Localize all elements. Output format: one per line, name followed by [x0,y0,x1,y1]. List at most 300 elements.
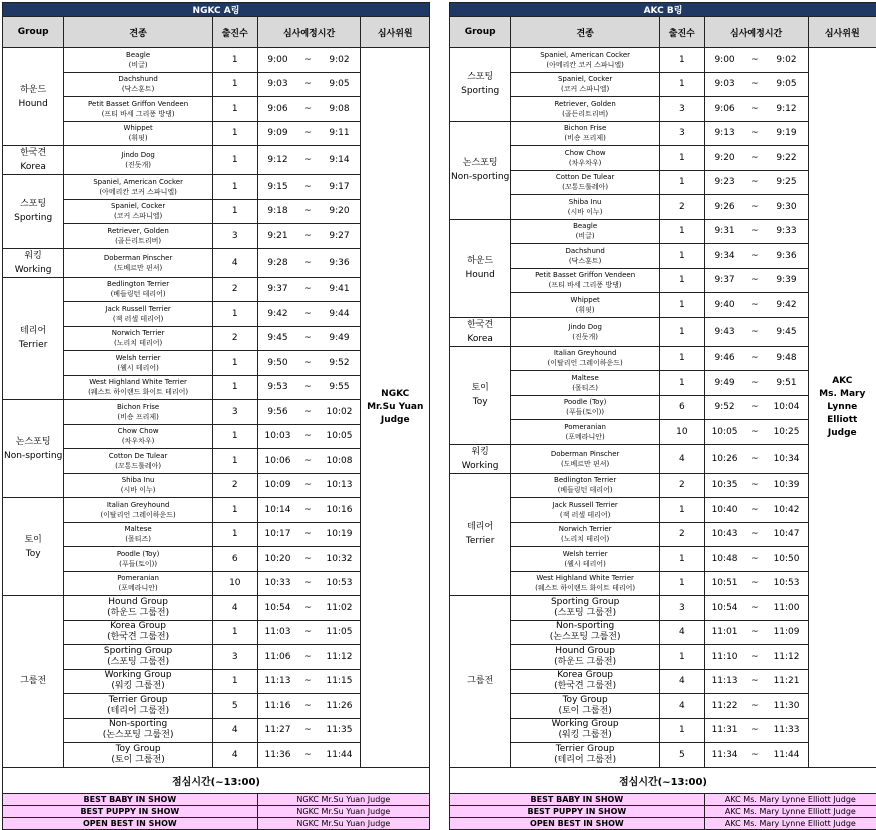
start-time: 9:00 [704,48,744,73]
breed-name-en: Petit Basset Griffon Vendeen [64,99,212,109]
breed-name-ko: (비글) [64,60,212,70]
breed-name-en: Chow Chow [511,148,659,158]
start-time: 9:40 [704,293,744,318]
breed-name-ko: (시바 이누) [511,207,659,217]
group-cell [450,48,511,122]
breed-cell [511,718,660,743]
breed-name-ko: (비글) [511,231,659,241]
breed-cell [64,522,213,547]
ring-title: AKC B링 [450,3,876,17]
group-cell [450,317,511,346]
breed-name-en: Terrier Group [64,695,212,706]
start-time: 9:42 [257,302,297,327]
header-time: 심사예정시간 [257,17,361,48]
breed-name-en: Toy Group [64,744,212,755]
breed-name-en: Jack Russell Terrier [511,500,659,510]
time-separator: ~ [744,72,765,97]
breed-name-ko: (하운드 그룹전) [64,608,212,619]
time-separator: ~ [744,268,765,293]
breed-name-en: Working Group [64,670,212,681]
breed-name-en: Working Group [511,719,659,730]
breed-cell [511,522,660,547]
breed-name-ko: (한국견 그룹전) [64,632,212,643]
end-time: 10:16 [319,498,361,523]
end-time: 11:12 [319,645,361,670]
end-time: 9:49 [319,326,361,351]
header-group: Group [450,17,511,48]
breed-name-en: Pomeranian [511,422,659,432]
breed-name-ko: (아메리칸 코커 스파니엘) [511,60,659,70]
breed-name-en: Welsh terrier [511,549,659,559]
breed-name-ko: (워킹 그룹전) [511,730,659,741]
time-separator: ~ [744,293,765,318]
breed-name-ko: (프티 바세 그리퐁 방댕) [64,109,212,119]
end-time: 9:02 [319,48,361,73]
breed-cell [511,346,660,371]
time-separator: ~ [297,571,318,596]
breed-name-en: Cotton De Tulear [64,451,212,461]
entry-count: 1 [659,371,704,396]
start-time: 9:13 [704,121,744,146]
time-separator: ~ [744,718,765,743]
breed-name-en: Poodle (Toy) [64,549,212,559]
breed-name-en: Cotton De Tulear [511,172,659,182]
breed-name-en: Non-sporting [511,621,659,632]
entry-count: 1 [212,72,257,97]
breed-name-en: Jindo Dog [64,150,212,160]
breed-name-ko: (시바 이누) [64,485,212,495]
start-time: 9:23 [704,170,744,195]
breed-name-en: West Highland White Terrier [511,573,659,583]
end-time: 9:11 [319,121,361,146]
start-time: 9:50 [257,351,297,376]
entry-count: 1 [659,718,704,743]
time-separator: ~ [297,351,318,376]
breed-cell [511,571,660,596]
entry-count: 2 [659,195,704,220]
end-time: 10:32 [319,547,361,572]
end-time: 11:09 [766,620,808,645]
header-count: 출진수 [659,17,704,48]
start-time: 10:43 [704,522,744,547]
time-separator: ~ [744,170,765,195]
entry-count: 3 [212,224,257,249]
best-judge: AKC Ms. Mary Lynne Elliott Judge [704,793,876,805]
best-in-show-row [450,793,876,805]
breed-cell [64,669,213,694]
best-in-show-row [3,817,430,829]
judge-line: AKC [809,375,876,388]
start-time: 9:21 [257,224,297,249]
time-separator: ~ [744,195,765,220]
start-time: 11:31 [704,718,744,743]
end-time: 9:25 [766,170,808,195]
start-time: 10:09 [257,473,297,498]
start-time: 9:49 [704,371,744,396]
breed-name-en: Toy Group [511,695,659,706]
group-name-en: Non-sporting [3,449,63,463]
breed-name-ko: (토이 그룹전) [511,706,659,717]
start-time: 9:20 [704,146,744,171]
breed-name-en: Sporting Group [511,597,659,608]
start-time: 9:37 [704,268,744,293]
end-time: 9:42 [766,293,808,318]
entry-count: 2 [659,522,704,547]
entry-count: 1 [659,547,704,572]
group-cell [450,121,511,219]
entry-count: 4 [212,248,257,277]
breed-name-ko: (웰시 테리어) [511,559,659,569]
start-time: 9:52 [704,395,744,420]
breed-cell [64,473,213,498]
group-name-ko: 한국견 [450,318,510,332]
breed-name-en: Bedlington Terrier [64,279,212,289]
start-time: 9:56 [257,400,297,425]
end-time: 10:50 [766,547,808,572]
breed-cell [511,420,660,445]
start-time: 10:20 [257,547,297,572]
group-name-ko: 그룹전 [450,674,510,688]
end-time: 10:02 [319,400,361,425]
breed-name-ko: (포메라니안) [511,432,659,442]
breed-name-en: Chow Chow [64,426,212,436]
breed-name-ko: (베들링턴 테리어) [511,485,659,495]
time-separator: ~ [297,547,318,572]
group-cell [3,400,64,498]
best-judge: NGKC Mr.Su Yuan Judge [257,805,429,817]
group-name-ko: 스포팅 [3,197,63,211]
end-time: 9:51 [766,371,808,396]
breed-name-ko: (토이 그룹전) [64,755,212,766]
time-separator: ~ [744,146,765,171]
entry-count: 4 [212,743,257,768]
start-time: 10:06 [257,449,297,474]
end-time: 9:33 [766,219,808,244]
table-row [450,48,876,73]
breed-name-ko: (몰티즈) [64,534,212,544]
end-time: 9:17 [319,175,361,200]
breed-cell [64,199,213,224]
entry-count: 1 [212,669,257,694]
time-separator: ~ [744,669,765,694]
time-separator: ~ [297,473,318,498]
entry-count: 1 [212,302,257,327]
judge-line: Judge [361,414,429,427]
breed-name-ko: (하운드 그룹전) [511,657,659,668]
group-cell [3,146,64,175]
breed-name-ko: (테리어 그룹전) [511,755,659,766]
start-time: 10:03 [257,424,297,449]
breed-name-ko: (베들링턴 테리어) [64,289,212,299]
breed-name-ko: (논스포팅 그룹전) [511,632,659,643]
breed-name-en: Dachshund [64,74,212,84]
end-time: 11:15 [319,669,361,694]
best-in-show-row [3,805,430,817]
start-time: 10:48 [704,547,744,572]
start-time: 10:51 [704,571,744,596]
entry-count: 1 [212,199,257,224]
entry-count: 2 [659,473,704,498]
start-time: 9:43 [704,317,744,346]
judge-line: Judge [809,427,876,440]
group-name-en: Terrier [450,534,510,548]
group-name-en: Korea [450,332,510,346]
breed-name-ko: (코커 스파니엘) [64,211,212,221]
entry-count: 1 [212,375,257,400]
breed-name-en: Beagle [64,50,212,60]
time-separator: ~ [744,395,765,420]
end-time: 11:12 [766,645,808,670]
entry-count: 6 [659,395,704,420]
start-time: 9:45 [257,326,297,351]
time-separator: ~ [297,277,318,302]
entry-count: 1 [212,449,257,474]
breed-cell [64,351,213,376]
entry-count: 3 [659,596,704,621]
time-separator: ~ [744,743,765,768]
end-time: 11:02 [319,596,361,621]
entry-count: 1 [659,244,704,269]
group-name-ko: 하운드 [3,83,63,97]
breed-cell [64,400,213,425]
end-time: 9:19 [766,121,808,146]
end-time: 10:08 [319,449,361,474]
time-separator: ~ [297,743,318,768]
end-time: 9:36 [319,248,361,277]
breed-name-en: Norwich Terrier [511,524,659,534]
group-name-ko: 토이 [450,381,510,395]
time-separator: ~ [744,244,765,269]
end-time: 11:44 [319,743,361,768]
group-name-en: Non-sporting [450,170,510,184]
end-time: 11:35 [319,718,361,743]
breed-name-en: Hound Group [511,646,659,657]
best-label: BEST BABY IN SHOW [3,793,258,805]
entry-count: 1 [659,268,704,293]
entry-count: 1 [212,522,257,547]
header-breed: 견종 [511,17,660,48]
breed-cell [511,694,660,719]
end-time: 10:42 [766,498,808,523]
end-time: 9:20 [319,199,361,224]
entry-count: 10 [212,571,257,596]
lunch-break: 점심시간(~13:00) [3,767,430,793]
group-name-ko: 논스포팅 [3,435,63,449]
breed-name-ko: (테리어 그룹전) [64,706,212,717]
time-separator: ~ [297,522,318,547]
time-separator: ~ [744,694,765,719]
breed-cell [64,146,213,175]
time-separator: ~ [744,317,765,346]
end-time: 9:39 [766,268,808,293]
breed-cell [64,224,213,249]
breed-cell [511,620,660,645]
breed-cell [64,718,213,743]
start-time: 11:27 [257,718,297,743]
breed-name-en: Doberman Pinscher [511,449,659,459]
header-time: 심사예정시간 [704,17,808,48]
start-time: 11:03 [257,620,297,645]
end-time: 11:00 [766,596,808,621]
group-cell [3,48,64,146]
breed-cell [64,498,213,523]
breed-name-ko: (스포팅 그룹전) [64,657,212,668]
breed-cell [511,547,660,572]
breed-name-ko: (워킹 그룹전) [64,681,212,692]
ring-a-schedule [2,2,430,830]
time-separator: ~ [744,420,765,445]
entry-count: 2 [212,326,257,351]
entry-count: 3 [212,400,257,425]
breed-cell [511,268,660,293]
time-separator: ~ [297,694,318,719]
entry-count: 4 [212,718,257,743]
group-cell [450,596,511,768]
breed-name-en: Bichon Frise [511,123,659,133]
time-separator: ~ [297,48,318,73]
breed-cell [64,449,213,474]
time-separator: ~ [297,645,318,670]
entry-count: 5 [212,694,257,719]
breed-cell [511,371,660,396]
breed-cell [511,72,660,97]
breed-name-en: Poodle (Toy) [511,397,659,407]
breed-cell [64,302,213,327]
breed-cell [511,97,660,122]
judge-line: NGKC [361,388,429,401]
entry-count: 3 [659,97,704,122]
end-time: 10:47 [766,522,808,547]
best-label: BEST BABY IN SHOW [450,793,705,805]
breed-name-en: Spaniel, Cocker [511,74,659,84]
breed-name-ko: (스포팅 그룹전) [511,608,659,619]
start-time: 9:26 [704,195,744,220]
end-time: 9:52 [319,351,361,376]
entry-count: 4 [659,694,704,719]
end-time: 9:55 [319,375,361,400]
breed-name-ko: (꼬통드툴레아) [64,461,212,471]
schedule-table [449,2,876,830]
judge-line: Ms. Mary Lynne [809,388,876,414]
best-in-show-row [3,793,430,805]
breed-cell [511,195,660,220]
time-separator: ~ [744,444,765,473]
breed-name-en: Hound Group [64,597,212,608]
end-time: 11:05 [319,620,361,645]
entry-count: 1 [659,170,704,195]
breed-cell [511,473,660,498]
breed-cell [511,146,660,171]
group-name-ko: 한국견 [3,146,63,160]
header-group: Group [3,17,64,48]
end-time: 11:21 [766,669,808,694]
start-time: 11:13 [704,669,744,694]
start-time: 9:06 [704,97,744,122]
start-time: 11:34 [704,743,744,768]
group-cell [450,219,511,317]
breed-cell [64,175,213,200]
breed-name-ko: (휘핏) [64,133,212,143]
end-time: 11:30 [766,694,808,719]
breed-name-ko: (웨스트 하이랜드 화이트 테리어) [511,583,659,593]
end-time: 11:26 [319,694,361,719]
start-time: 10:26 [704,444,744,473]
ring-b-schedule [449,2,876,830]
breed-cell [511,170,660,195]
breed-name-en: Spaniel, Cocker [64,201,212,211]
breed-name-en: Shiba Inu [511,197,659,207]
time-separator: ~ [744,219,765,244]
breed-cell [511,219,660,244]
breed-cell [511,48,660,73]
entry-count: 1 [659,219,704,244]
time-separator: ~ [744,498,765,523]
best-judge: NGKC Mr.Su Yuan Judge [257,793,429,805]
group-name-ko: 토이 [3,533,63,547]
time-separator: ~ [297,199,318,224]
breed-cell [511,395,660,420]
best-label: BEST PUPPY IN SHOW [450,805,705,817]
breed-name-en: Retriever, Golden [64,226,212,236]
end-time: 9:41 [319,277,361,302]
time-separator: ~ [744,571,765,596]
breed-name-ko: (몰티즈) [511,383,659,393]
entry-count: 3 [212,645,257,670]
breed-cell [511,317,660,346]
entry-count: 1 [212,351,257,376]
time-separator: ~ [744,645,765,670]
breed-cell [64,694,213,719]
breed-name-ko: (잭 러셀 테리어) [64,314,212,324]
end-time: 10:39 [766,473,808,498]
start-time: 11:22 [704,694,744,719]
breed-name-ko: (골든리트리버) [511,109,659,119]
breed-name-en: Sporting Group [64,646,212,657]
breed-name-ko: (웰시 테리어) [64,363,212,373]
breed-name-en: Bichon Frise [64,402,212,412]
end-time: 9:27 [319,224,361,249]
breed-name-en: Korea Group [511,670,659,681]
start-time: 9:46 [704,346,744,371]
start-time: 10:33 [257,571,297,596]
best-label: BEST PUPPY IN SHOW [3,805,258,817]
breed-name-en: Dachshund [511,246,659,256]
breed-cell [64,547,213,572]
breed-name-ko: (비숑 프리제) [511,133,659,143]
group-cell [3,498,64,596]
start-time: 9:12 [257,146,297,175]
start-time: 11:10 [704,645,744,670]
breed-name-ko: (코커 스파니엘) [511,84,659,94]
group-name-ko: 테리어 [3,324,63,338]
start-time: 9:03 [257,72,297,97]
breed-name-en: Italian Greyhound [64,500,212,510]
breed-cell [64,72,213,97]
time-separator: ~ [297,375,318,400]
breed-name-en: Korea Group [64,621,212,632]
entry-count: 4 [659,620,704,645]
breed-name-en: Jindo Dog [511,322,659,332]
breed-cell [511,444,660,473]
entry-count: 4 [659,444,704,473]
start-time: 9:18 [257,199,297,224]
entry-count: 1 [659,317,704,346]
group-name-ko: 스포팅 [450,70,510,84]
entry-count: 1 [659,72,704,97]
breed-cell [64,121,213,146]
time-separator: ~ [744,473,765,498]
best-judge: AKC Ms. Mary Lynne Elliott Judge [704,817,876,829]
